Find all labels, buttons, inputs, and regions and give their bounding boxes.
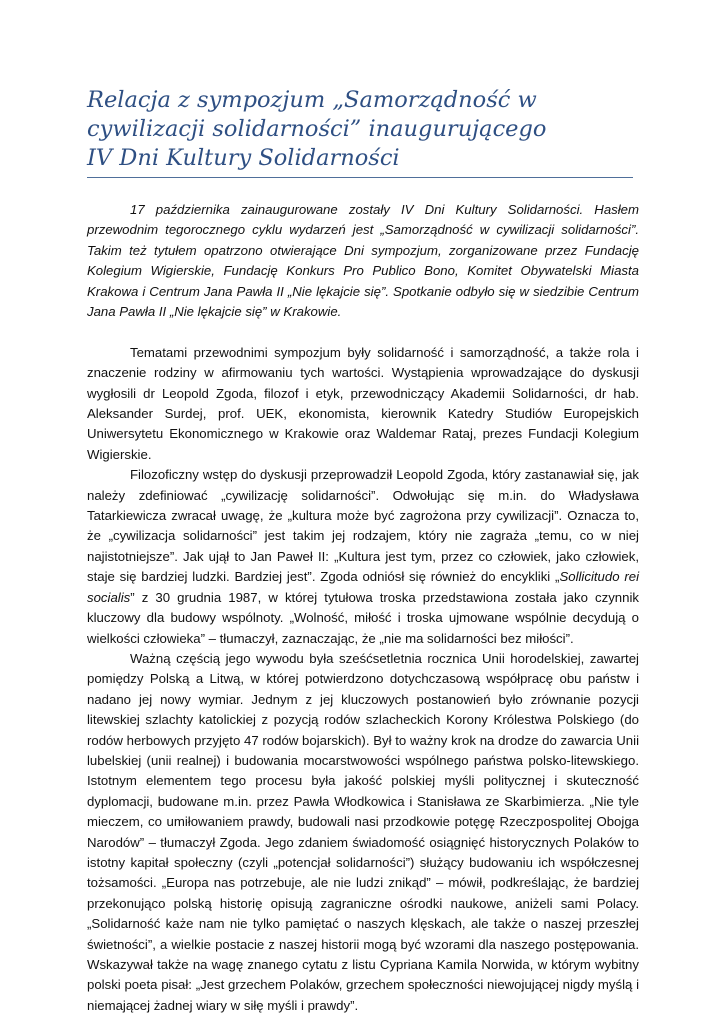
document-body	[87, 200, 639, 1016]
title-line-2: cywilizacji solidarności” inaugurującego	[87, 116, 547, 142]
body-paragraph-1: Tematami przewodnimi sympozjum były solidarność i samorządność, a także rola i znaczenie rodziny w afirmowaniu tych wartości. Wystąpienia wprowadzające do dyskusji wygłosili dr Leopold Zgoda, filozof i etyk, przewodniczący Akademii Solidarności, dr hab. Aleksander Surdej, prof. UEK, ekonomista, kierownik Katedry Studiów Europejskich Uniwersytetu Ekonomicznego w Krakowie oraz Waldemar Rataj, prezes Fundacji Kolegium Wigierskie.	[87, 344, 639, 462]
body-paragraph-3: Ważną częścią jego wywodu była sześćsetletnia rocznica Unii horodelskiej, zawartej pomiędzy Polską a Litwą, w której potwierdzono dotychczasową współpracę obu państw i nadano jej nowy wymiar. Jednym z jej kluczowych postanowień było zrównanie pozycji litewskiej szlachty katolickiej z pozycją rodów szlacheckich Korony Królestwa Polskiego (do rodów herbowych przyjęto 47 rodów bojarskich). Był to ważny krok na drodze do zawarcia Unii lubelskiej (unii realnej) i budowania mocarstwowości wspólnego państwa polsko-litewskiego. Istotnym elementem tego procesu była jakość polskiej myśli politycznej i skuteczność dyplomacji, budowane m.in. przez Pawła Włodkowica i Stanisława ze Skarbimierza. „Nie tyle mieczem, co umiłowaniem prawdy, budowali nasi przodkowie potęgę Rzeczpospolitej Obojga Narodów” – tłumaczył Zgoda. Jego zdaniem świadomość osiągnięć historycznych Polaków to istotny kapitał społeczny (czyli „potencjał solidarności”) służący budowaniu ich współczesnej tożsamości. „Europa nas potrzebuje, ale nie ludzi znikąd” – mówił, podkreślając, że bardziej przekonująco polską historię opisują zagraniczne ośrodki naukowe, aniżeli sami Polacy. „Solidarność każe nam nie tylko pamiętać o naszych klęskach, ale także o naszej przeszłej świetności”, a wielkie postacie z naszej historii mogą być wzorami dla naszego postępowania. Wskazywał także na wagę znanego cytatu z listu Cypriana Kamila Norwida, w którym wybitny polski poeta pisał: „Jest grzechem Polaków, grzechem społeczności niewojującej nigdy myślą i niemającej żadnej wiary w siłę myśli i prawdy”.	[87, 650, 639, 1013]
encyclical-title: Sollicitudo rei socialis	[87, 569, 639, 605]
body-paragraph-2	[87, 465, 639, 649]
body-paragraph-2-part-b: ” z 30 grudnia 1987, w której tytułowa troska przedstawiona została jako czynnik kluczowy dla budowy wspólnoty. „Wolność, miłość i troska ujmowane wspólnie decydują o wielkości człowieka” – tłumaczył, zaznaczając, że „nie ma solidarności bez miłości”.	[87, 589, 639, 646]
title-line-3: IV Dni Kultury Solidarności	[87, 145, 400, 171]
document-title	[87, 86, 633, 178]
intro-paragraph: 17 października zainaugurowane zostały IV Dni Kultury Solidarności. Hasłem przewodnim tegorocznego cyklu wydarzeń jest „Samorządność w cywilizacji solidarności”. Takim też tytułem opatrzono otwierające Dni sympozjum, zorganizowane przez Fundację Kolegium Wigierskie, Fundację Konkurs Pro Publico Bono, Komitet Obywatelski Miasta Krakowa i Centrum Jana Pawła II „Nie lękajcie się”. Spotkanie odbyło się w siedzibie Centrum Jana Pawła II „Nie lękajcie się” w Krakowie.	[87, 202, 639, 320]
body-paragraph-2-part-a: Filozoficzny wstęp do dyskusji przeprowadził Leopold Zgoda, który zastanawiał się, jak należy zdefiniować „cywilizację solidarności”. Odwołując się m.in. do Władysława Tatarkiewicza zwracał uwagę, że „kultura może być zagrożona przy cywilizacji”. Oznacza to, że „cywilizacja solidarności” jest takim jej rodzajem, który nie zagraża „temu, co w niej najistotniejsze”. Jak ujął to Jan Paweł II: „Kultura jest tym, przez co człowiek, jako człowiek, staje się bardziej ludzki. Bardziej jest”. Zgoda odniósł się również do encykliki „	[87, 467, 639, 585]
title-line-1: Relacja z sympozjum „Samorządność w	[87, 87, 537, 113]
